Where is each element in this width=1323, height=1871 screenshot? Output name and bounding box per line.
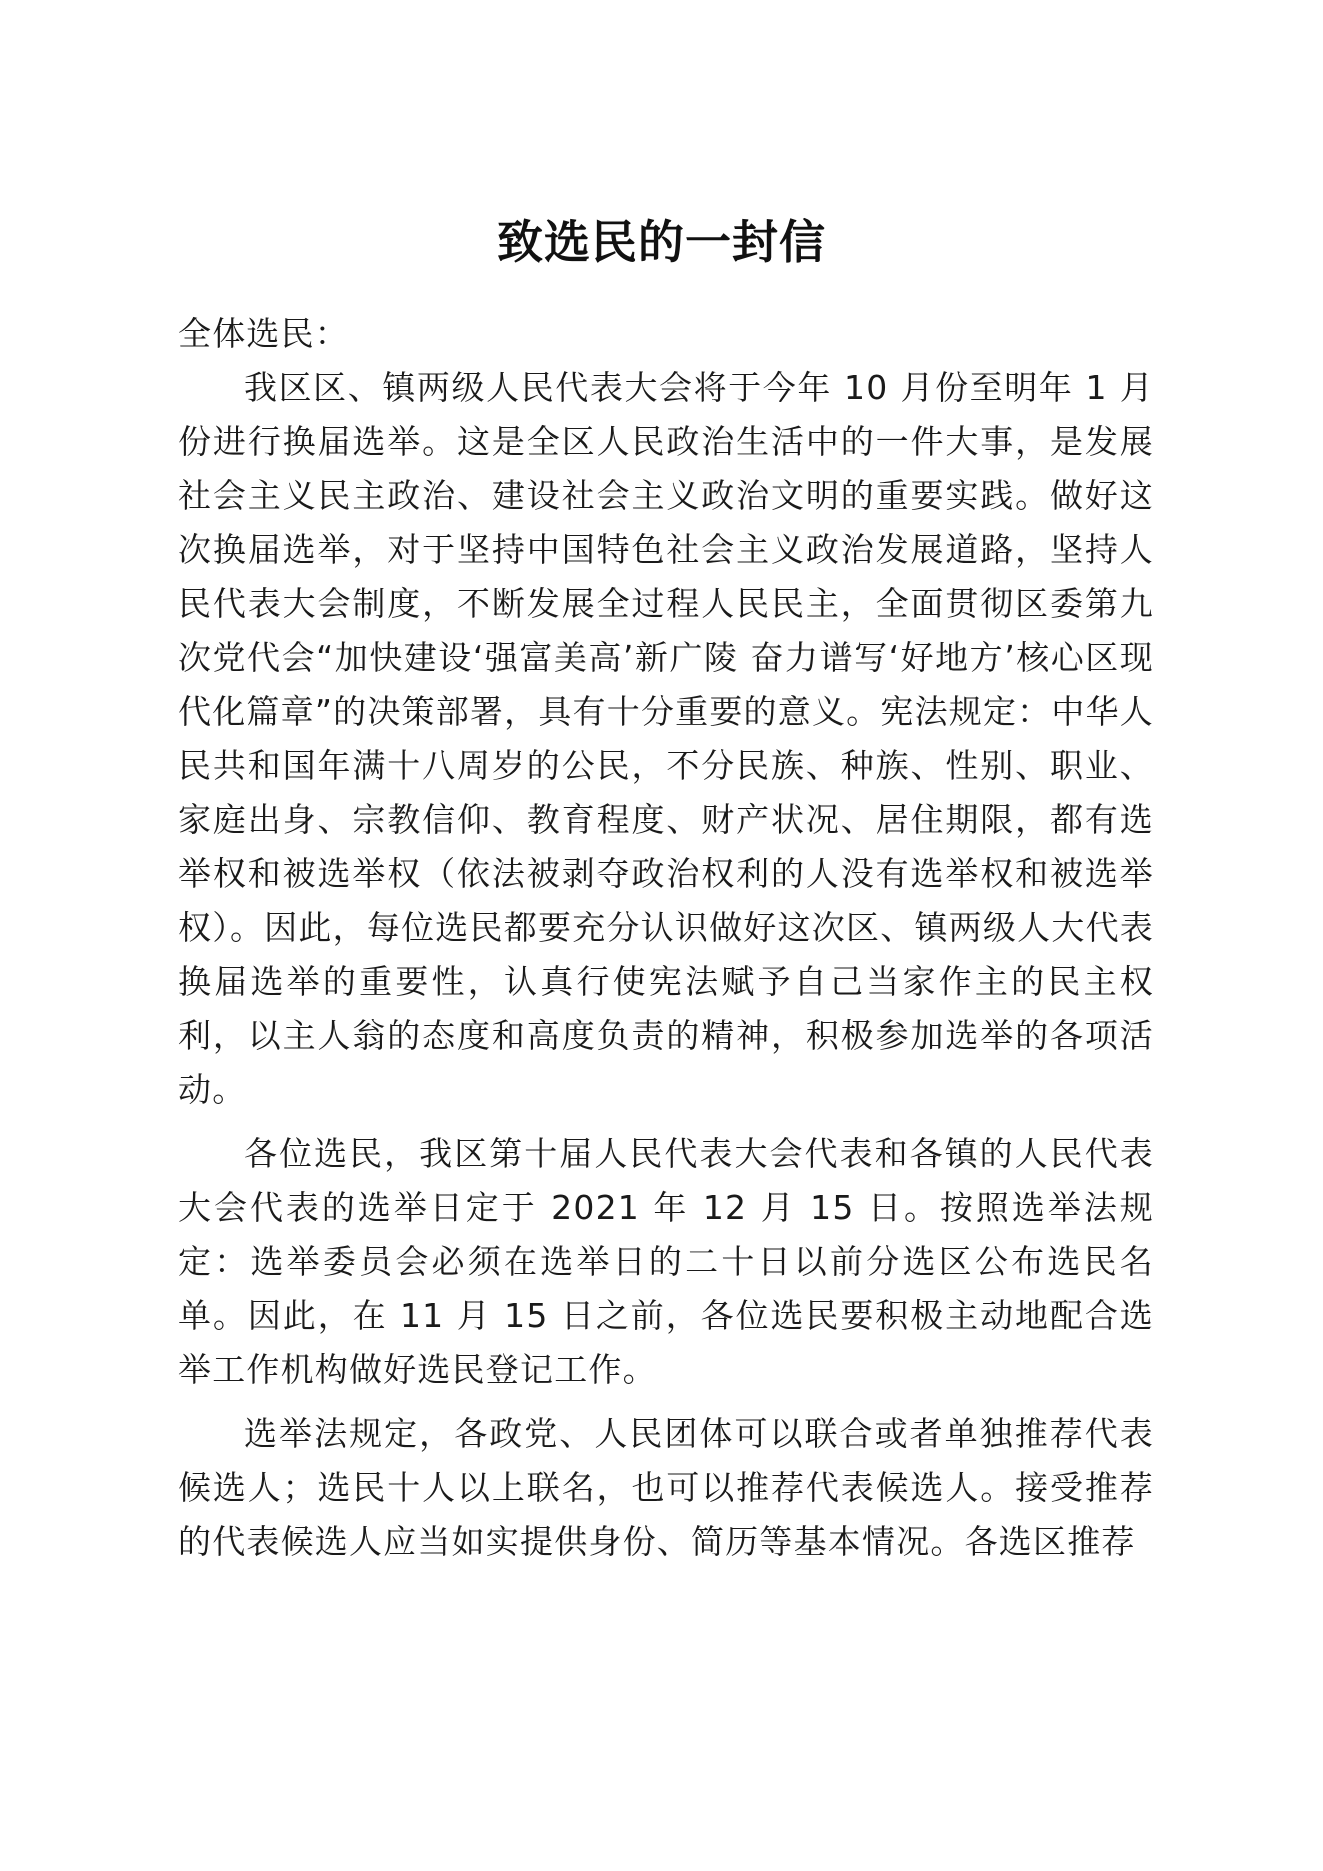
salutation: 全体选民：: [178, 314, 349, 353]
paragraph-2: 各位选民，我区第十届人民代表大会代表和各镇的人民代表大会代表的选举日定于 2021 年 12 月 15 日。按照选举法规定：选举委员会必须在选举日的二十日以前分选区公布选民名单。因此，在 11 月 15 日之前，各位选民要积极主动地配合选举工作机构做好选民登记工作。: [178, 1134, 1154, 1389]
paragraph-1: 我区区、镇两级人民代表大会将于今年 10 月份至明年 1 月份进行换届选举。这是全区人民政治生活中的一件大事，是发展社会主义民主政治、建设社会主义政治文明的重要实践。做好这次换届选举，对于坚持中国特色社会主义政治发展道路，坚持人民代表大会制度，不断发展全过程人民民主，全面贯彻区委第九次党代会“加快建设‘强富美高’新广陵 奋力谱写‘好地方’核心区现代化篇章”的决策部署，具有十分重要的意义。宪法规定：中华人民共和国年满十八周岁的公民，不分民族、种族、性别、职业、家庭出身、宗教信仰、教育程度、财产状况、居住期限，都有选举权和被选举权（依法被剥夺政治权利的人没有选举权和被选举权）。因此，每位选民都要充分认识做好这次区、镇两级人大代表换届选举的重要性，认真行使宪法赋予自己当家作主的民主权利，以主人翁的态度和高度负责的精神，积极参加选举的各项活动。: [178, 368, 1154, 1109]
document-title: 致选民的一封信: [497, 215, 826, 269]
paragraph-3: 选举法规定，各政党、人民团体可以联合或者单独推荐代表候选人；选民十人以上联名，也可以推荐代表候选人。接受推荐的代表候选人应当如实提供身份、简历等基本情况。各选区推荐: [178, 1414, 1154, 1561]
letter-body: [178, 307, 1154, 1569]
